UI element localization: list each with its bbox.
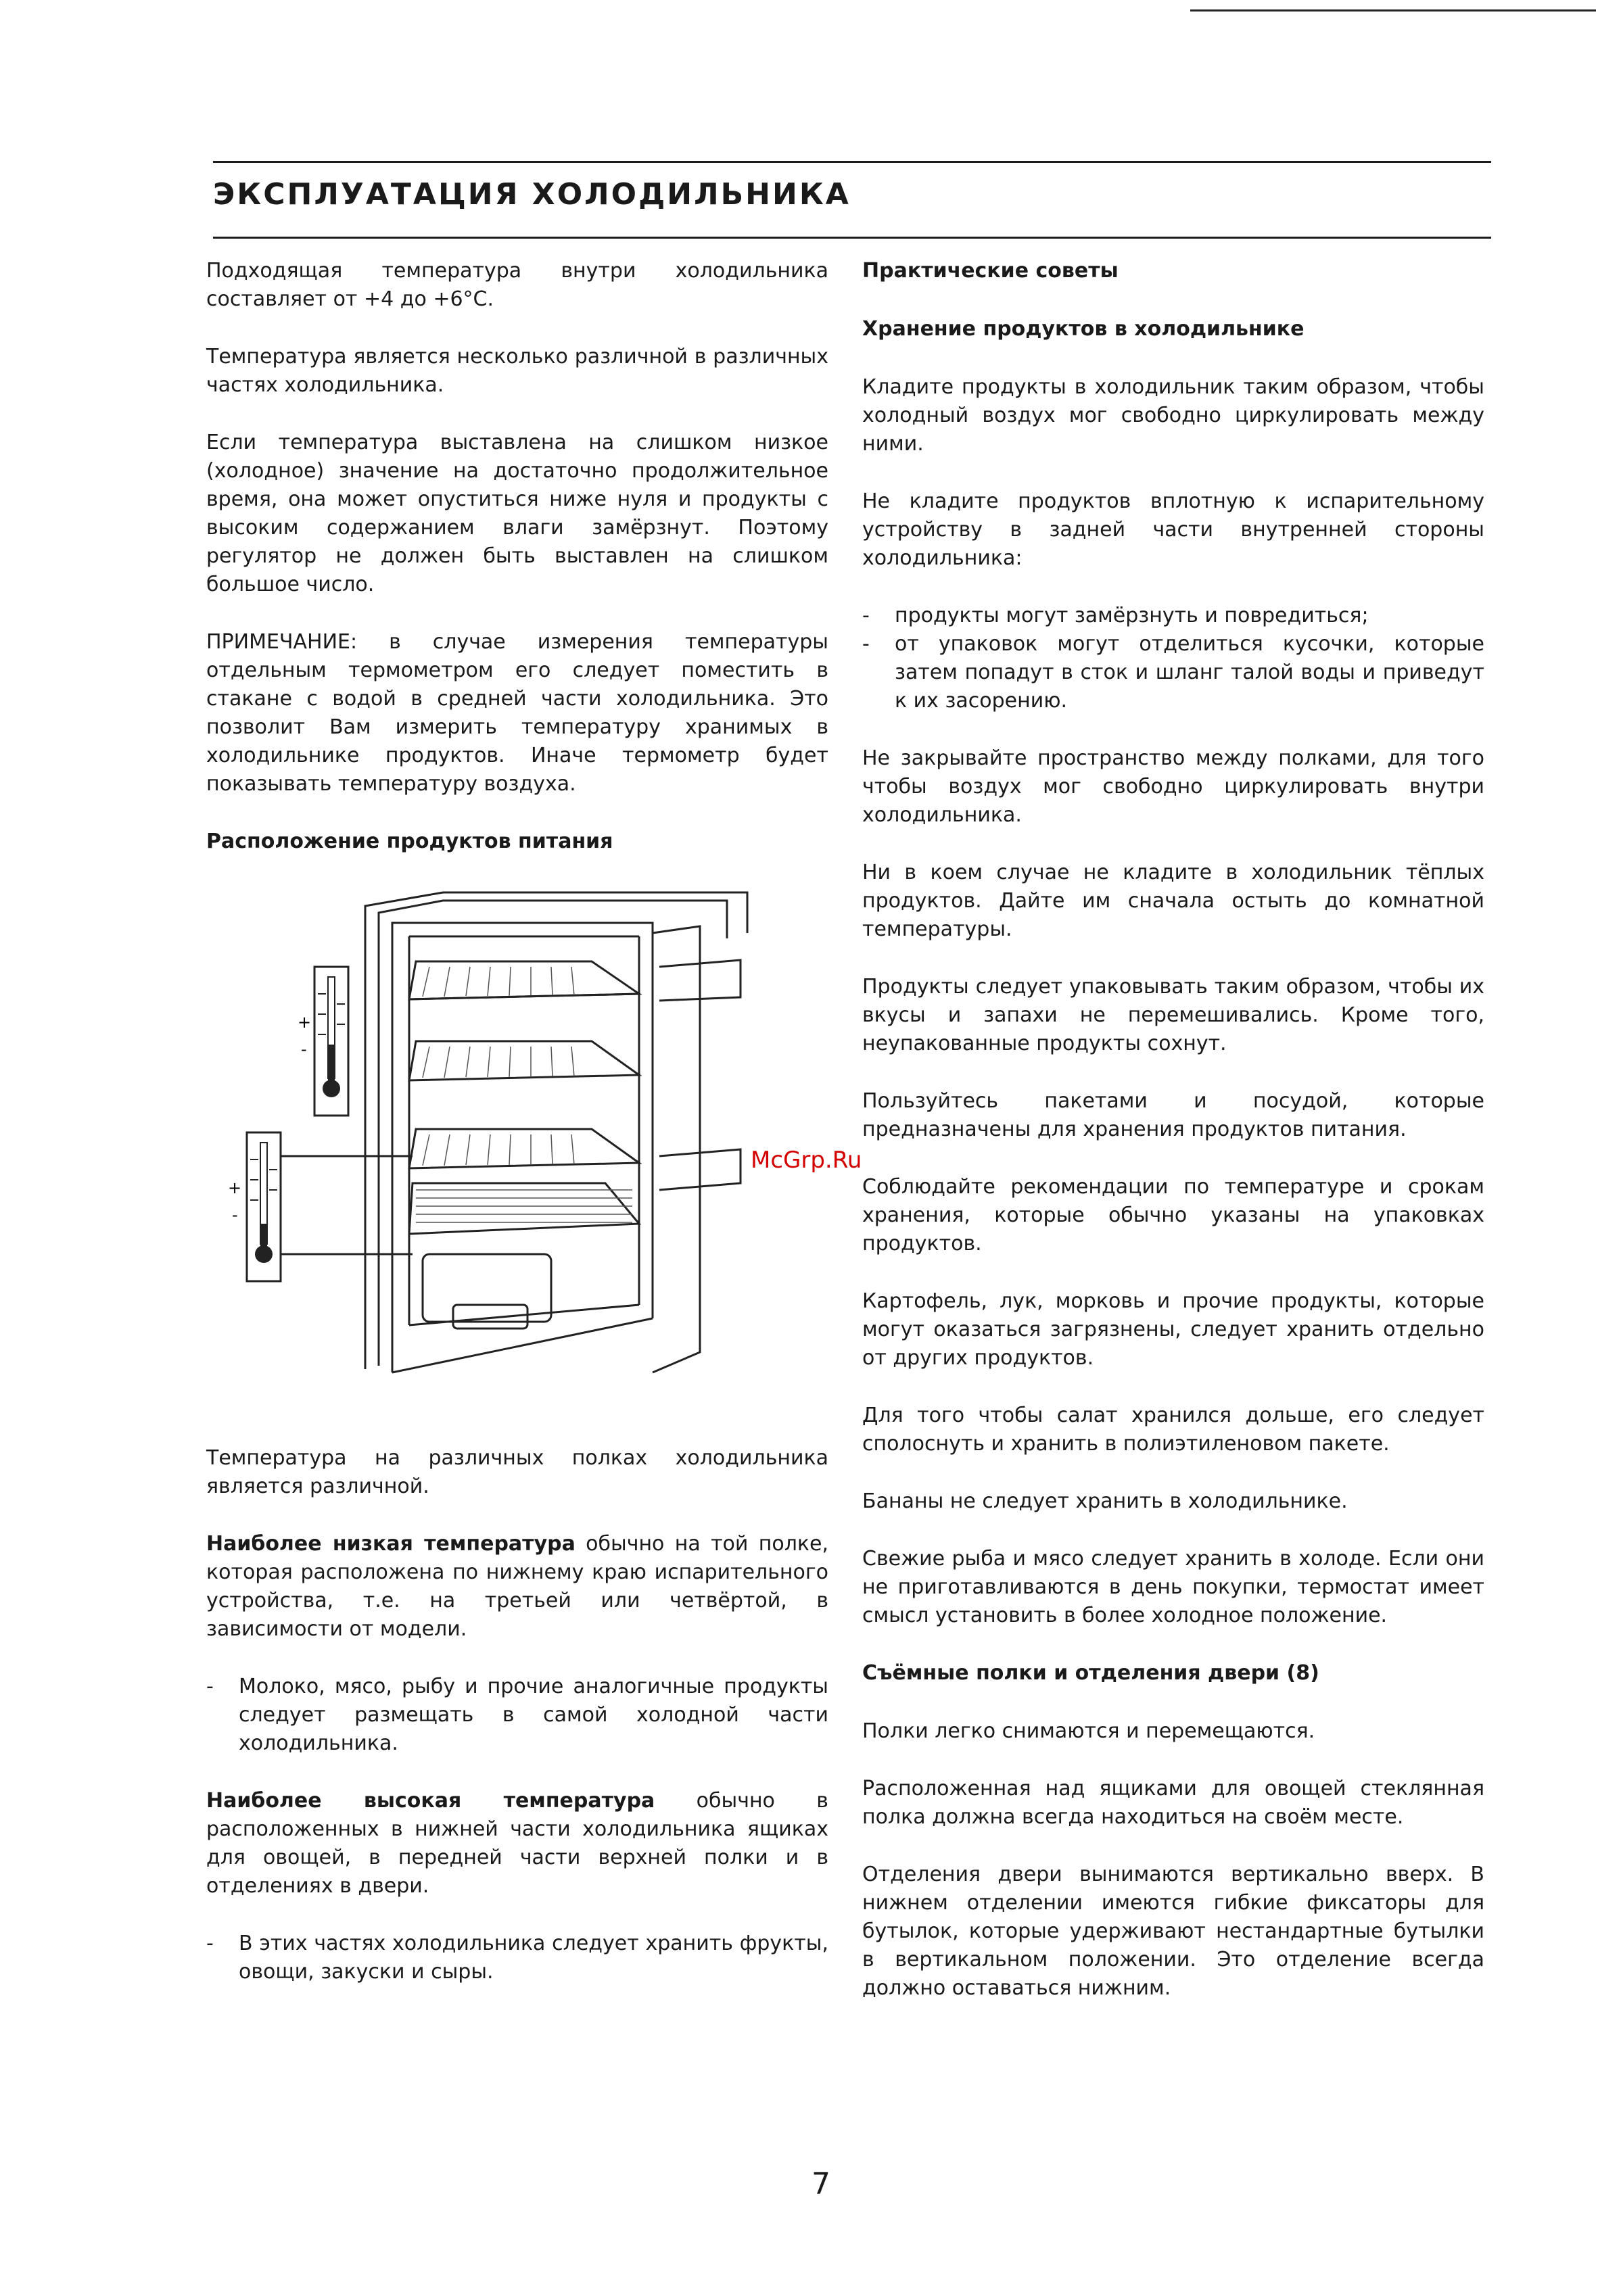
thermometer-lower-icon [228,1132,281,1281]
plus-label: + [228,1178,242,1197]
section-heading-food-placement: Расположение продуктов питания [206,830,613,853]
paragraph: Кладите продукты в холодильник таким образом, чтобы холодный воздух мог свободно циркулировать между ними. [862,375,1484,456]
minus-label: - [301,1040,307,1059]
paragraph: Температура на различных полках холодильника является различной. [206,1446,828,1498]
paragraph-highest-temperature: Наиболее высокая температура обычно в расположенных в нижней части холодильника ящиках для овощей, в передней части верхней полки и в отделениях в двери. [206,1789,828,1898]
bullet-list [206,1673,828,1758]
note-paragraph: ПРИМЕЧАНИЕ: в случае измерения температуры отдельным термометром его следует поместить в стакане с водой в средней части холодильника. Это позволит Вам измерить температуру хранимых в холодильнике продуктов. Иначе термометр будет показывать температуру воздуха. [206,630,828,796]
paragraph: Соблюдайте рекомендации по температуре и срокам хранения, которые обычно указаны на упаковках продуктов. [862,1175,1484,1255]
bullet-list [206,1930,828,1986]
paragraph: Бананы не следует хранить в холодильнике. [862,1489,1348,1513]
bold-term: Наиболее низкая температура [206,1532,575,1556]
paragraph: Для того чтобы салат хранился дольше, его следует сполоснуть и хранить в полиэтиленовом пакете. [862,1404,1484,1456]
list-item: - Молоко, мясо, рыбу и прочие аналогичные продукты следует размещать в самой холодной части холодильника. [206,1673,828,1758]
paragraph: Ни в коем случае не кладите в холодильник тёплых продуктов. Дайте им сначала остыть до комнатной температуры. [862,861,1484,941]
section-heading-door-shelves: Съёмные полки и отделения двери (8) [862,1661,1319,1685]
paragraph: Расположенная над ящиками для овощей стеклянная полка должна всегда находиться на своём месте. [862,1777,1484,1829]
list-item: - продукты могут замёрзнуть и повредиться; [862,602,1484,630]
shelf-3 [409,1129,639,1168]
plus-label: + [298,1013,312,1032]
paragraph: Не закрывайте пространство между полками, для того чтобы воздух мог свободно циркулировать внутри холодильника. [862,746,1484,827]
minus-label: - [232,1205,238,1224]
page-title: ЭКСПЛУАТАЦИЯ ХОЛОДИЛЬНИКА [213,177,851,212]
header-rule-top [213,161,1491,163]
paragraph: Пользуйтесь пакетами и посудой, которые предназначены для хранения продуктов питания. [862,1089,1484,1141]
glass-shelf [409,1183,639,1234]
section-heading-storage: Хранение продуктов в холодильнике [862,317,1305,341]
paragraph: Картофель, лук, морковь и прочие продукты, которые могут оказаться загрязнены, следует хранить отдельно от других продуктов. [862,1289,1484,1370]
shelf-2 [409,1041,639,1080]
top-edge-line [1190,9,1596,11]
section-heading-practical-tips: Практические советы [862,259,1119,283]
bullet-list [862,602,1484,715]
list-item: - от упаковок могут отделиться кусочки, которые затем попадут в сток и шланг талой воды и приведут к их засорению. [862,630,1484,715]
crisper-drawer [423,1254,551,1322]
paragraph: Если температура выставлена на слишком низкое (холодное) значение на достаточно продолжительное время, она может опуститься ниже нуля и продукты с высоким содержанием влаги замёрзнут. Поэтому регулятор не должен быть выставлен на слишком большое число. [206,431,828,596]
paragraph: Подходящая температура внутри холодильника составляет от +4 до +6°С. [206,259,828,311]
fridge-illustration [227,886,768,1420]
shelf-1 [409,961,639,999]
page-number: 7 [812,2167,830,2201]
paragraph: Температура является несколько различной в различных частях холодильника. [206,345,828,397]
header-rule-bottom [213,237,1491,239]
list-item: - В этих частях холодильника следует хранить фрукты, овощи, закуски и сыры. [206,1930,828,1986]
paragraph: Свежие рыба и мясо следует хранить в холоде. Если они не приготавливаются в день покупки, термостат имеет смысл установить в более холодное положение. [862,1547,1484,1627]
paragraph: Не кладите продуктов вплотную к испарительному устройству в задней части внутренней стороны холодильника: [862,489,1484,570]
left-column [206,257,828,2015]
thermometer-upper-icon [298,967,348,1116]
paragraph: Продукты следует упаковывать таким образом, чтобы их вкусы и запахи не перемешивались. Кроме того, неупакованные продукты сохнут. [862,975,1484,1055]
watermark: McGrp.Ru [751,1147,862,1174]
paragraph: Отделения двери вынимаются вертикально вверх. В нижнем отделении имеются гибкие фиксаторы для бутылок, которые удерживают нестандартные бутылки в вертикальном положении. Это отделение всегда должно оставаться нижним. [862,1863,1484,2000]
paragraph: Полки легко снимаются и перемещаются. [862,1719,1315,1743]
paragraph-lowest-temperature: Наиболее низкая температура обычно на той полке, которая расположена по нижнему краю испарительного устройства, т.е. на третьей или четвёртой, в зависимости от модели. [206,1532,828,1641]
right-column [862,257,1484,2032]
bold-term: Наиболее высокая температура [206,1789,655,1813]
